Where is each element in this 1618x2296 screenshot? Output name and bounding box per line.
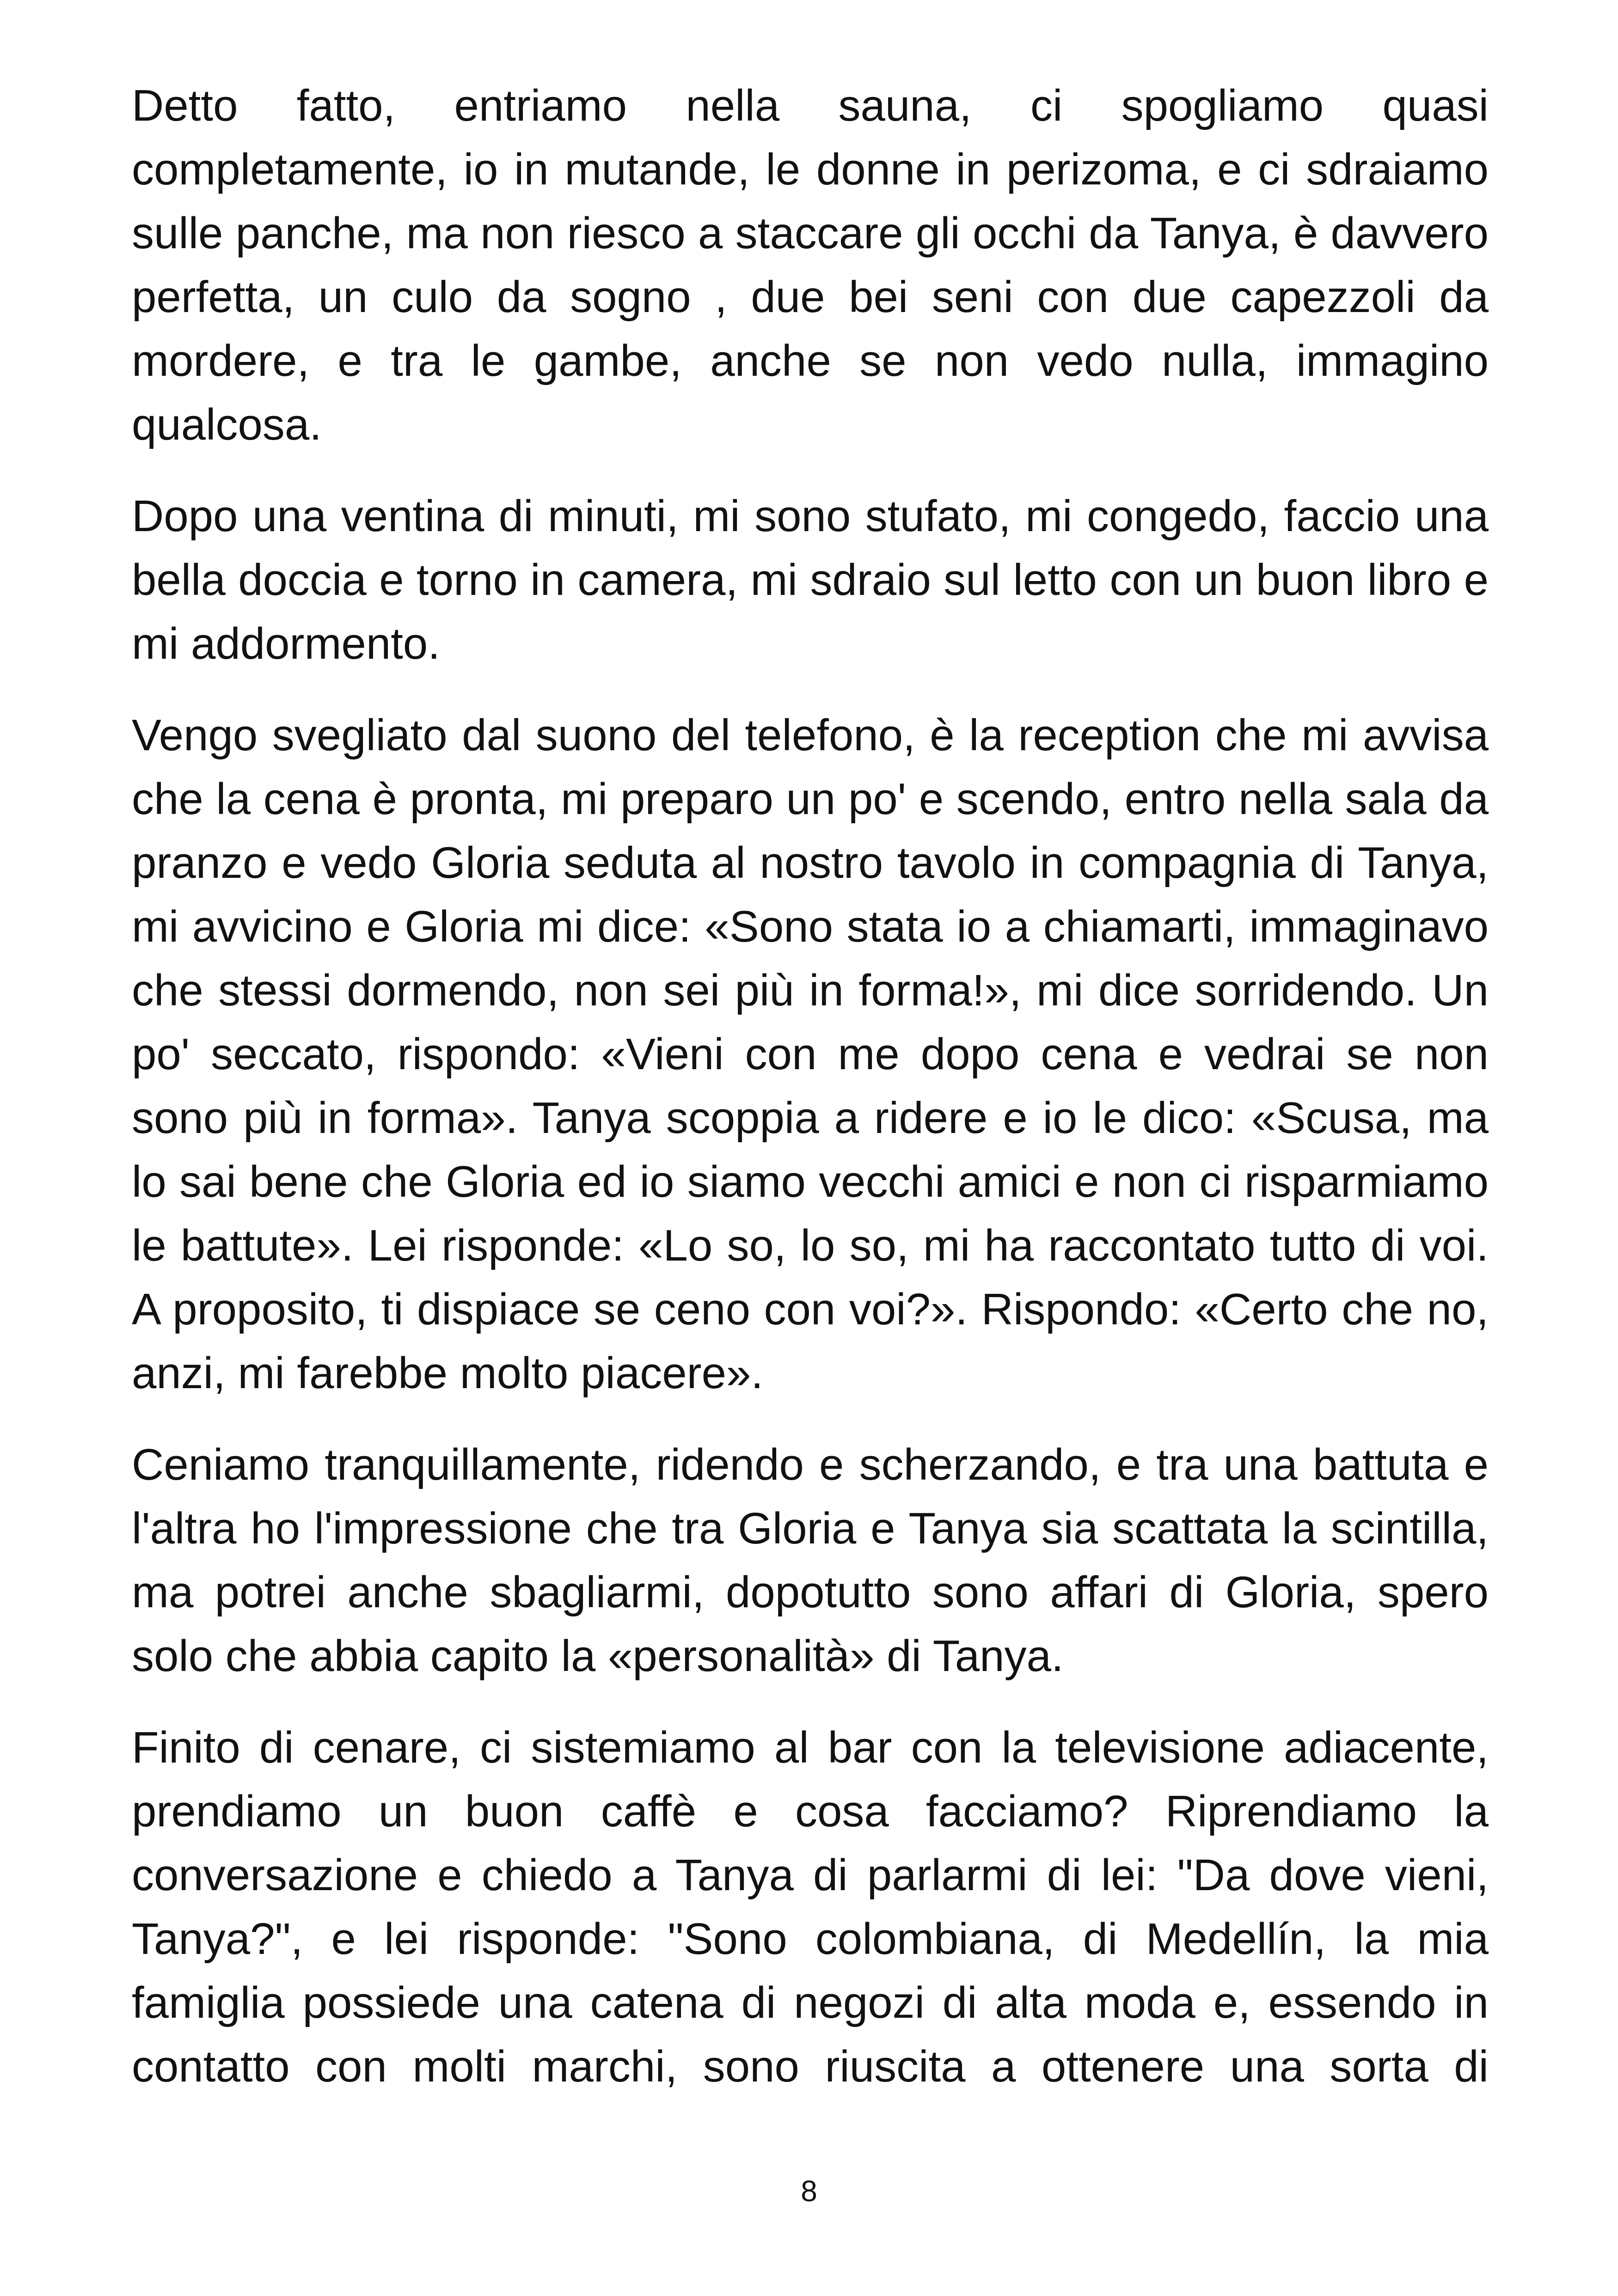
paragraph-shower: Dopo una ventina di minuti, mi sono stufato, mi congedo, faccio una bella doccia e torno in camera, mi sdraio sul letto con un buon libro e mi addormento. [132, 491, 1489, 668]
paragraph-dinner-call: Vengo svegliato dal suono del telefono, è la reception che mi avvisa che la cena è pronta, mi preparo un po' e scendo, entro nella sala da pranzo e vedo Gloria seduta al nostro tavolo in compagnia di Tanya, mi avvicino e Gloria mi dice: «Sono stata io a chiamarti, immaginavo che stessi dormendo, non sei più in forma!», mi dice sorridendo. Un po' seccato, rispondo: «Vieni con me dopo cena e vedrai se non sono più in forma». Tanya scoppia a ridere e io le dico: «Scusa, ma lo sai bene che Gloria ed io siamo vecchi amici e non ci risparmiamo le battute». Lei risponde: «Lo so, lo so, mi ha raccontato tutto di voi. A proposito, ti dispiace se ceno con voi?». Rispondo: «Certo che no, anzi, mi farebbe molto piacere». [132, 710, 1489, 1398]
paragraph-sauna: Detto fatto, entriamo nella sauna, ci spogliamo quasi completamente, io in mutande, le donne in perizoma, e ci sdraiamo sulle panche, ma non riesco a staccare gli occhi da Tanya, è davvero perfetta, un culo da sogno , due bei seni con due capezzoli da mordere, e tra le gambe, anche se non vedo nulla, immagino qualcosa. [132, 81, 1489, 449]
page-number: 8 [801, 2174, 817, 2208]
paragraph-bar: Finito di cenare, ci sistemiamo al bar con la televisione adiacente, prendiamo un buon caffè e cosa facciamo? Riprendiamo la conversazione e chiedo a Tanya di parlarmi di lei: "Da dove vieni, Tanya?", e lei risponde: "Sono colombiana, di Medellín, la mia famiglia possiede una catena di negozi di alta moda e, essendo in contatto con molti marchi, sono riuscita a ottenere una sorta di [132, 1723, 1489, 2091]
paragraph-dinner: Ceniamo tranquillamente, ridendo e scherzando, e tra una battuta e l'altra ho l'impressione che tra Gloria e Tanya sia scattata la scintilla, ma potrei anche sbagliarmi, dopotutto sono affari di Gloria, spero solo che abbia capito la «personalità» di Tanya. [132, 1440, 1489, 1681]
document-body [132, 74, 1489, 2126]
